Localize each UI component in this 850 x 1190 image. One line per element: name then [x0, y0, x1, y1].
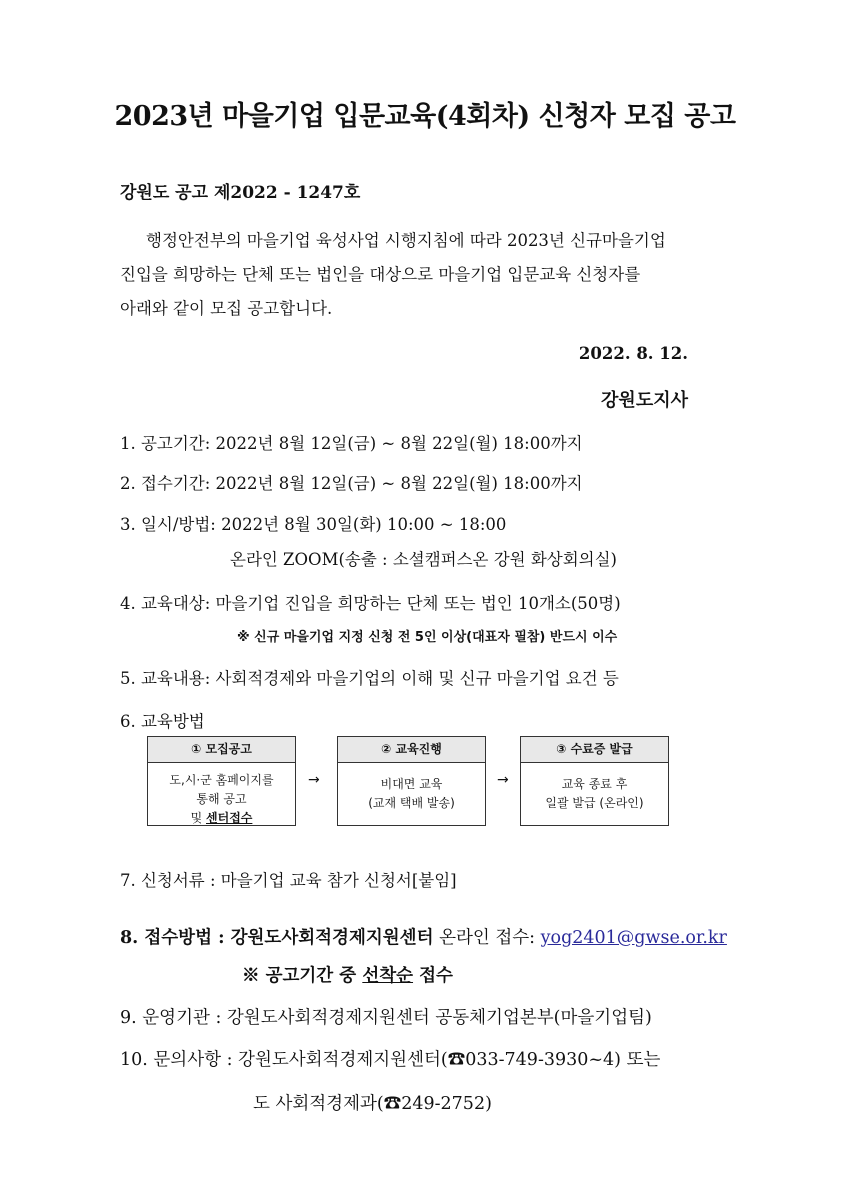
item-1-notice-period: 1. 공고기간: 2022년 8월 12일(금) ~ 8월 22일(월) 18:00까지	[120, 434, 583, 453]
flow-step-education-line1: 비대면 교육	[380, 777, 443, 791]
item-2-application-period: 2. 접수기간: 2022년 8월 12일(금) ~ 8월 22일(월) 18:00까지	[120, 474, 583, 493]
item-6-method: 6. 교육방법	[120, 712, 205, 731]
flow-step-education-header: ② 교육진행	[338, 737, 485, 763]
flow-step-education-line2: (교재 택배 발송)	[368, 796, 455, 810]
item-8-note-first-come: 선착순	[362, 966, 414, 986]
page-title: 2023년 마을기업 입문교육(4회차) 신청자 모집 공고	[114, 101, 736, 132]
item-9-operator: 9. 운영기관 : 강원도사회적경제지원센터 공동체기업본부(마을기업팀)	[120, 1008, 652, 1028]
flow-step-certificate-line1: 교육 종료 후	[561, 777, 628, 791]
flow-step-certificate-header: ③ 수료증 발급	[521, 737, 668, 763]
flow-step-certificate	[520, 736, 669, 826]
flow-arrow-1: →	[308, 772, 320, 788]
flow-arrow-2: →	[497, 772, 509, 788]
notice-number: 강원도 공고 제2022 - 1247호	[120, 183, 361, 203]
item-8-note-prefix: ※ 공고기간 중	[242, 966, 357, 986]
flow-step-recruitment-line1: 도,시·군 홈페이지를	[169, 773, 274, 787]
item-8-reception	[120, 924, 727, 949]
item-8-note-suffix: 접수	[419, 966, 453, 986]
item-7-documents: 7. 신청서류 : 마을기업 교육 참가 신청서[붙임]	[120, 871, 457, 890]
flow-step-certificate-line2: 일괄 발급 (온라인)	[545, 796, 644, 810]
flow-step-recruitment-line2: 통해 공고	[196, 792, 247, 806]
issuer: 강원도지사	[601, 390, 688, 411]
announcement-date: 2022. 8. 12.	[578, 344, 688, 363]
item-3-schedule-method: 3. 일시/방법: 2022년 8월 30일(화) 10:00 ~ 18:00	[120, 515, 507, 534]
flow-step-recruitment	[147, 736, 296, 826]
flow-step-recruitment-header: ① 모집공고	[148, 737, 295, 763]
item-5-content: 5. 교육내용: 사회적경제와 마을기업의 이해 및 신규 마을기업 요건 등	[120, 669, 619, 688]
item-10-inquiry-dept: 도 사회적경제과(☎249-2752)	[253, 1094, 492, 1114]
flow-step-education	[337, 736, 486, 826]
intro-line-1: 행정안전부의 마을기업 육성사업 시행지침에 따라 2023년 신규마을기업	[146, 231, 666, 250]
intro-line-2: 진입을 희망하는 단체 또는 법인을 대상으로 마을기업 입문교육 신청자를	[120, 265, 641, 284]
item-10-inquiry: 10. 문의사항 : 강원도사회적경제지원센터(☎033-749-3930~4) 또는	[120, 1050, 661, 1070]
item-8-online-text: 온라인 접수:	[439, 928, 536, 948]
flow-step-recruitment-line3a: 및	[190, 811, 203, 825]
flow-step-recruitment-center: 센터접수	[206, 811, 253, 825]
item-8-label: 8. 접수방법 : 강원도사회적경제지원센터	[120, 928, 434, 948]
item-4-target: 4. 교육대상: 마을기업 진입을 희망하는 단체 또는 법인 10개소(50명)	[120, 594, 621, 613]
item-8-note	[242, 962, 453, 987]
intro-line-3: 아래와 같이 모집 공고합니다.	[120, 299, 333, 318]
item-4-note: ※ 신규 마을기업 지정 신청 전 5인 이상(대표자 필참) 반드시 이수	[237, 630, 618, 645]
email-link[interactable]: yog2401@gwse.or.kr	[540, 928, 727, 948]
item-3-online-detail: 온라인 ZOOM(송출 : 소셜캠퍼스온 강원 화상회의실)	[230, 550, 617, 569]
